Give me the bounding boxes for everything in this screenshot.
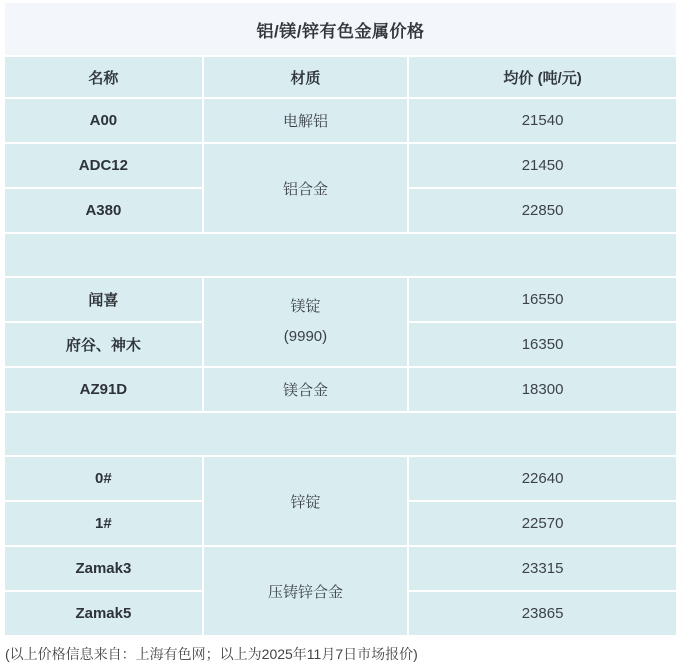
cell-name: AZ91D (5, 368, 202, 411)
separator-cell (5, 234, 676, 276)
metal-price-table (3, 55, 678, 637)
header-row (5, 57, 676, 97)
cell-price: 16550 (409, 278, 676, 321)
cell-material: 镁合金 (204, 368, 407, 411)
table-row (5, 99, 676, 142)
cell-price: 16350 (409, 323, 676, 366)
separator-row (5, 234, 676, 276)
cell-name: Zamak3 (5, 547, 202, 590)
table-row (5, 457, 676, 500)
table-row (5, 144, 676, 187)
header-price: 均价 (吨/元) (409, 57, 676, 97)
material-line1: 镁锭 (290, 298, 321, 315)
cell-material: 压铸锌合金 (204, 547, 407, 635)
cell-name: 1# (5, 502, 202, 545)
cell-price: 22850 (409, 189, 676, 232)
separator-row (5, 413, 676, 455)
cell-material: 铝合金 (204, 144, 407, 232)
cell-price: 23865 (409, 592, 676, 635)
separator-cell (5, 413, 676, 455)
cell-price: 21450 (409, 144, 676, 187)
cell-price: 18300 (409, 368, 676, 411)
footer-note: (以上价格信息来自：上海有色网；以上为2025年11月7日市场报价) (5, 646, 418, 662)
header-material: 材质 (204, 57, 407, 97)
cell-name: 0# (5, 457, 202, 500)
cell-name: A380 (5, 189, 202, 232)
cell-material: 电解铝 (204, 99, 407, 142)
header-name: 名称 (5, 57, 202, 97)
material-line2: (9990) (283, 328, 328, 345)
cell-material: 锌锭 (204, 457, 407, 545)
table-row (5, 547, 676, 590)
cell-price: 21540 (409, 99, 676, 142)
cell-price: 22570 (409, 502, 676, 545)
table-row (5, 368, 676, 411)
table-row (5, 278, 676, 321)
cell-material (204, 278, 407, 366)
cell-price: 22640 (409, 457, 676, 500)
cell-name: Zamak5 (5, 592, 202, 635)
cell-name: A00 (5, 99, 202, 142)
cell-name: 府谷、神木 (5, 323, 202, 366)
cell-name: ADC12 (5, 144, 202, 187)
cell-price: 23315 (409, 547, 676, 590)
table-title: 铝/镁/锌有色金属价格 (5, 3, 676, 55)
cell-name: 闻喜 (5, 278, 202, 321)
